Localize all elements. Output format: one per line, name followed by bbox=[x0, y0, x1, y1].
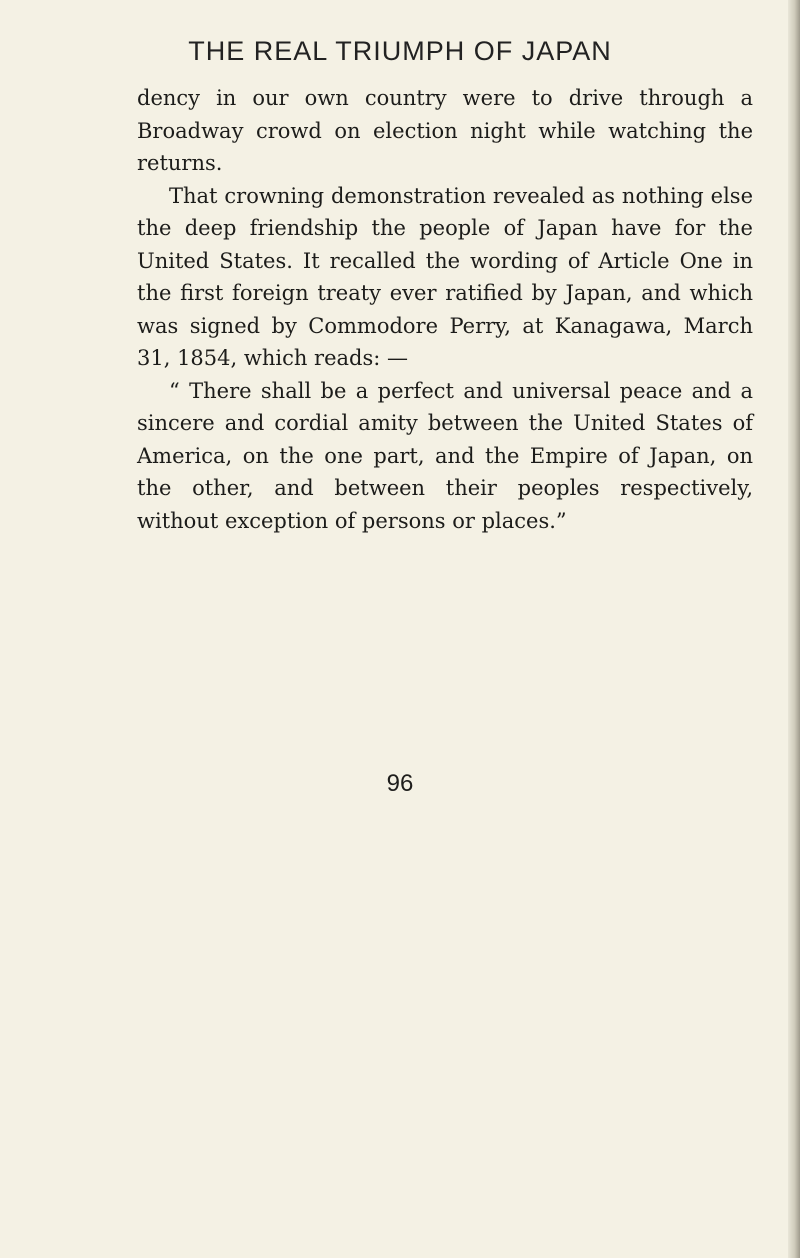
page-edge-shadow bbox=[788, 0, 800, 1258]
paragraph-demonstration: That crowning demonstration revealed as nothing else the deep friendship the people of Japan have for the United States. It recalled the wording of Article One in the first foreign treaty ever ratified by Japan, and which was signed by Commodore Perry, at Kanagawa, March 31, 1854, which reads: — bbox=[137, 183, 753, 370]
page-number: 96 bbox=[386, 770, 414, 797]
running-head-title: THE REAL TRIUMPH OF JAPAN bbox=[188, 36, 612, 66]
paragraph-continuation: dency in our own country were to drive through a Broadway crowd on election night while watching the returns. bbox=[137, 86, 753, 175]
paragraph-treaty-quote: “ There shall be a perfect and universal peace and a sincere and cordial amity between the United States of America, on the one part, and the Empire of Japan, on the other, and between their peoples respectively, without exception of persons or places.” bbox=[137, 378, 753, 533]
body-text bbox=[137, 82, 753, 537]
